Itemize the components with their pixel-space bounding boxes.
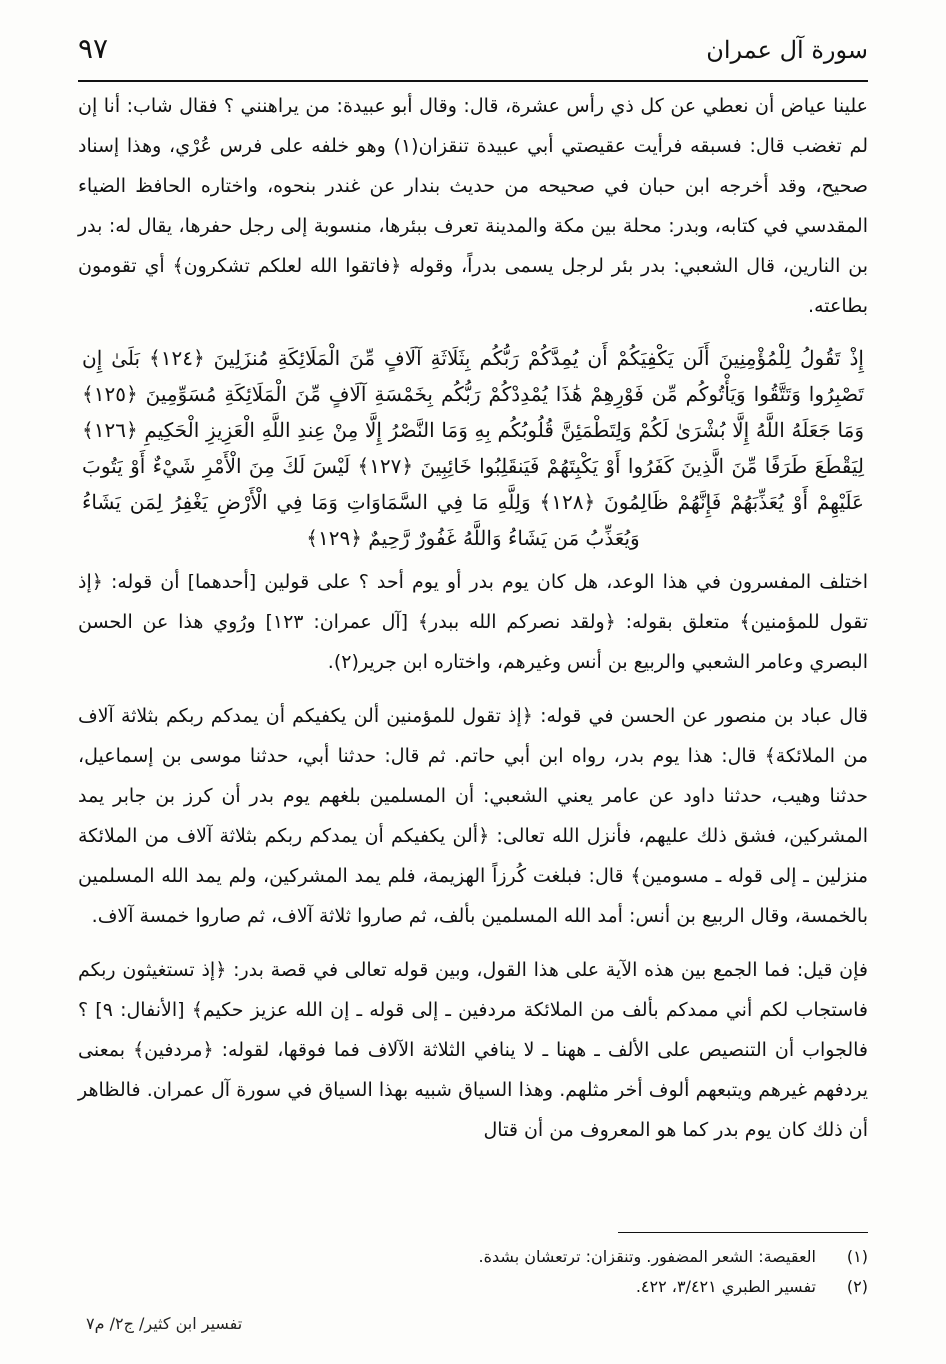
surah-title: سورة آل عمران — [706, 36, 868, 64]
paragraph-4: فإن قيل: فما الجمع بين هذه الآية على هذا القول، وبين قوله تعالى في قصة بدر: ﴿إذ تستغيثون ربكم فاستجاب لكم أني ممدكم بألف من الملائكة مردفين ـ إلى قوله ـ إن الله عزيز حكيم﴾ [الأنفال: ٩] ؟ فالجواب أن التنصيص على الألف ـ ههنا ـ لا ينافي الثلاثة الآلاف فما فوقها، لقوله: ﴿مردفين﴾ بمعنى يردفهم غيرهم ويتبعهم ألوف أخر مثلهم. وهذا السياق شبيه بهذا السياق في سورة آل عمران. فالظاهر أن ذلك كان يوم بدر كما هو المعروف من أن قتال — [78, 959, 868, 1141]
footnote-text: العقيصة: الشعر المضفور. وتنقزان: ترتعشان بشدة. — [478, 1247, 816, 1266]
footnote-number: (١) — [846, 1247, 868, 1266]
footnote-2 — [78, 1272, 868, 1302]
footnotes — [78, 1242, 868, 1302]
footnote-1 — [78, 1242, 868, 1272]
book-signature: تفسير ابن كثير/ ج٢/ م٧ — [86, 1314, 243, 1333]
quran-verses-block: إِذْ تَقُولُ لِلْمُؤْمِنِينَ أَلَن يَكْفِيَكُمْ أَن يُمِدَّكُمْ رَبُّكُم بِثَلَاثَةِ آلَافٍ مِّنَ الْمَلَائِكَةِ مُنزَلِينَ ﴿١٢٤﴾ بَلَىٰ إِن تَصْبِرُوا وَتَتَّقُوا وَيَأْتُوكُم مِّن فَوْرِهِمْ هَٰذَا يُمْدِدْكُمْ رَبُّكُم بِخَمْسَةِ آلَافٍ مِّنَ الْمَلَائِكَةِ مُسَوِّمِينَ ﴿١٢٥﴾ وَمَا جَعَلَهُ اللَّهُ إِلَّا بُشْرَىٰ لَكُمْ وَلِتَطْمَئِنَّ قُلُوبُكُم بِهِ وَمَا النَّصْرُ إِلَّا مِنْ عِندِ اللَّهِ الْعَزِيزِ الْحَكِيمِ ﴿١٢٦﴾ لِيَقْطَعَ طَرَفًا مِّنَ الَّذِينَ كَفَرُوا أَوْ يَكْبِتَهُمْ فَيَنقَلِبُوا خَائِبِينَ ﴿١٢٧﴾ لَيْسَ لَكَ مِنَ الْأَمْرِ شَيْءٌ أَوْ يَتُوبَ عَلَيْهِمْ أَوْ يُعَذِّبَهُمْ فَإِنَّهُمْ ظَالِمُونَ ﴿١٢٨﴾ وَلِلَّهِ مَا فِي السَّمَاوَاتِ وَمَا فِي الْأَرْضِ يَغْفِرُ لِمَن يَشَاءُ وَيُعَذِّبُ مَن يَشَاءُ وَاللَّهُ غَفُورٌ رَّحِيمٌ ﴿١٢٩﴾ — [82, 346, 864, 550]
paragraph-2: اختلف المفسرون في هذا الوعد، هل كان يوم بدر أو يوم أحد ؟ على قولين [أحدهما] أن قوله: ﴿إذ تقول للمؤمنين﴾ متعلق بقوله: ﴿ولقد نصركم الله ببدر﴾ [آل عمران: ١٢٣] ورُوي هذا عن الحسن البصري وعامر الشعبي والربيع بن أنس وغيرهم، واختاره ابن جرير(٢). — [78, 571, 868, 673]
footnote-number: (٢) — [846, 1277, 868, 1296]
footnote-text: تفسير الطبري ٣/٤٢١، ٤٢٢. — [635, 1277, 816, 1296]
paragraph-gap — [78, 936, 868, 950]
page-body — [78, 86, 868, 1150]
paragraph-gap — [78, 682, 868, 696]
page-header — [78, 30, 868, 82]
footnote-divider — [618, 1232, 868, 1233]
paragraph-3: قال عباد بن منصور عن الحسن في قوله: ﴿إذ تقول للمؤمنين ألن يكفيكم أن يمدكم ربكم بثلاثة آلاف من الملائكة﴾ قال: هذا يوم بدر، رواه ابن أبي حاتم. ثم قال: حدثنا أبي، حدثنا موسى بن إسماعيل، حدثنا وهيب، حدثنا داود عن عامر يعني الشعبي: أن المسلمين بلغهم يوم بدر أن كرز بن جابر يمد المشركين، فشق ذلك عليهم، فأنزل الله تعالى: ﴿ألن يكفيكم أن يمدكم ربكم بثلاثة آلاف من الملائكة منزلين ـ إلى قوله ـ مسومين﴾ قال: فبلغت كُرزاً الهزيمة، فلم يمد المشركين، ولم يمد الله المسلمين بالخمسة، وقال الربيع بن أنس: أمد الله المسلمين بألف، ثم صاروا ثلاثة آلاف، ثم صاروا خمسة آلاف. — [78, 705, 868, 927]
page-number: ٩٧ — [78, 32, 109, 65]
paragraph-1: علينا عياض أن نعطي عن كل ذي رأس عشرة، قال: وقال أبو عبيدة: من يراهنني ؟ فقال شاب: أنا إن لم تغضب قال: فسبقه فرأيت عقيصتي أبي عبيدة تنقزان(١) وهو خلفه على فرس عُرْي، وهذا إسناد صحيح، وقد أخرجه ابن حبان في صحيحه من حديث بندار عن غندر بنحوه، واختاره الحافظ الضياء المقدسي في كتابه، وبدر: محلة بين مكة والمدينة تعرف ببئرها، منسوبة إلى رجل حفرها، يقال له: بدر بن النارين، قال الشعبي: بدر بئر لرجل يسمى بدراً، وقوله ﴿فاتقوا الله لعلكم تشكرون﴾ أي تقومون بطاعته. — [78, 95, 868, 317]
